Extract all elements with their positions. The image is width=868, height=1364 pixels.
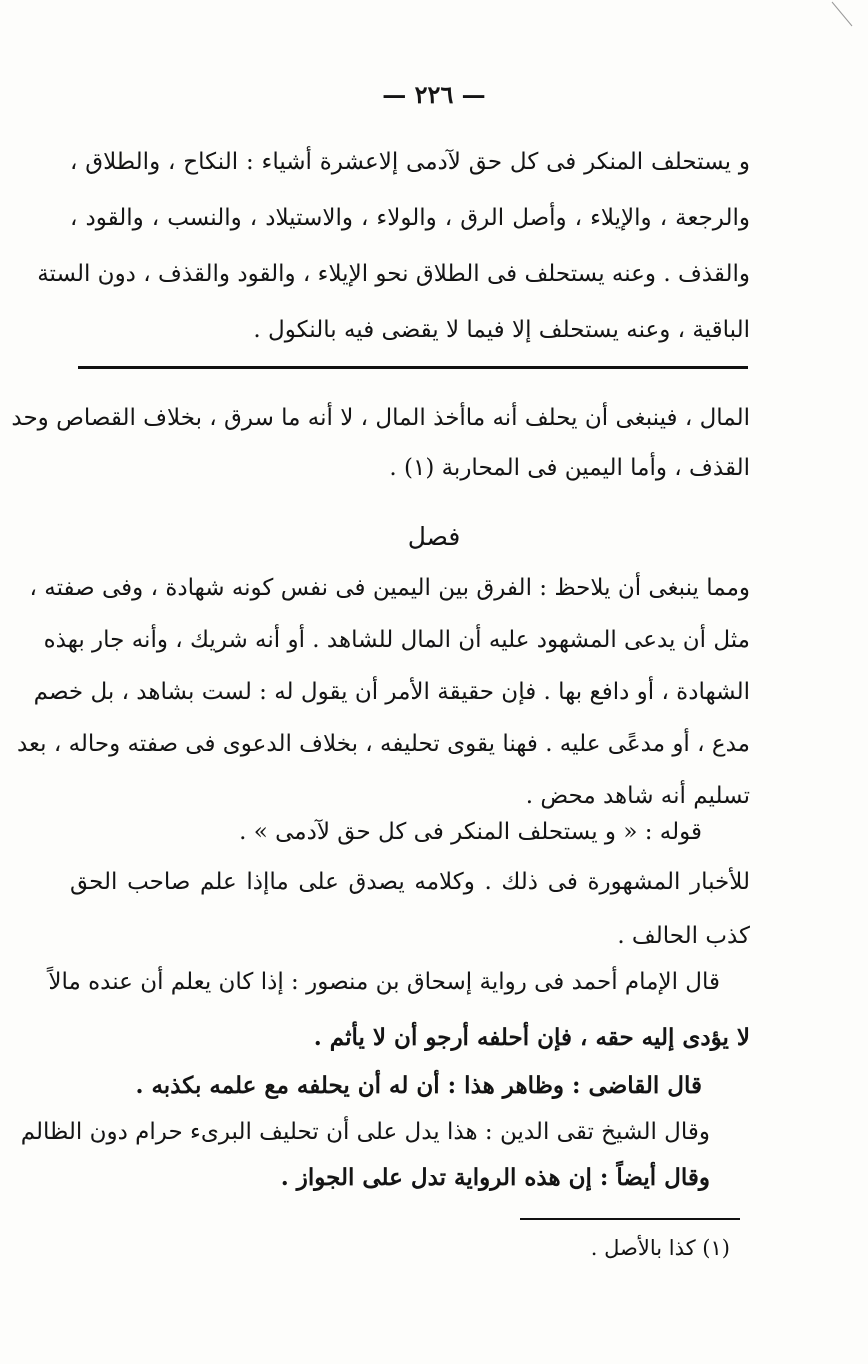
separator-rule <box>78 366 748 369</box>
text-line: وقال الشيخ تقى الدين : هذا يدل على أن تحليف البرىء حرام دون الظالم <box>20 1119 710 1145</box>
quote-line: قوله : « و يستحلف المنكر فى كل حق لآدمى » . <box>239 819 702 845</box>
taqi-block <box>20 1118 750 1192</box>
text-line: ومما ينبغى أن يلاحظ : الفرق بين اليمين فى نفس كونه شهادة ، وفى صفته ، <box>29 575 750 601</box>
text-line: الشهادة ، أو دافع بها . فإن حقيقة الأمر أن يقول له : لست بشاهد ، بل خصم <box>33 679 750 705</box>
text-line: قال القاضى : وظاهر هذا : أن له أن يحلفه مع علمه بكذبه . <box>135 1072 702 1099</box>
matn-line: والرجعة ، والإيلاء ، وأصل الرق ، والولاء ، والاستيلاد ، والنسب ، والقود ، <box>70 205 750 231</box>
matn-block <box>37 148 750 344</box>
text-line: كذب الحالف . <box>617 923 750 949</box>
text-line: لا يؤدى إليه حقه ، فإن أحلفه أرجو أن لا يأثم . <box>313 1024 750 1051</box>
ahmad-block <box>48 968 750 1052</box>
footnote-rule <box>520 1218 740 1220</box>
qadi-block <box>70 1072 750 1100</box>
section-heading: فصل <box>407 522 461 551</box>
text-line: مدع ، أو مدعًى عليه . فهنا يقوى تحليفه ، بخلاف الدعوى فى صفته وحاله ، بعد <box>16 731 750 757</box>
section-text <box>16 574 750 810</box>
matn-line: الباقية ، وعنه يستحلف إلا فيما لا يقضى فيه بالنكول . <box>253 317 750 343</box>
commentary-intro <box>11 404 750 482</box>
quote-block <box>70 818 750 950</box>
text-line: للأخبار المشهورة فى ذلك . وكلامه يصدق على ماإذا علم صاحب الحق <box>70 869 750 895</box>
matn-line: و يستحلف المنكر فى كل حق لآدمى إلاعشرة أشياء : النكاح ، والطلاق ، <box>70 149 750 175</box>
scan-mark <box>822 0 862 30</box>
text-line: وقال أيضاً : إن هذه الرواية تدل على الجواز . <box>280 1164 710 1191</box>
text-line: المال ، فينبغى أن يحلف أنه ماأخذ المال ، لا أنه ما سرق ، بخلاف القصاص وحد <box>11 405 750 431</box>
page-number: — ٢٢٦ — <box>382 80 486 109</box>
text-line: تسليم أنه شاهد محض . <box>525 783 750 809</box>
footnote: (١) كذا بالأصل . <box>590 1236 730 1260</box>
text-line: القذف ، وأما اليمين فى المحاربة (١) . <box>389 455 750 481</box>
text-line: مثل أن يدعى المشهود عليه أن المال للشاهد . أو أنه شريك ، وأنه جار بهذه <box>43 627 750 653</box>
matn-line: والقذف . وعنه يستحلف فى الطلاق نحو الإيلاء ، والقود والقذف ، دون الستة <box>37 261 750 287</box>
text-line: قال الإمام أحمد فى رواية إسحاق بن منصور : إذا كان يعلم أن عنده مالاً <box>48 969 720 995</box>
